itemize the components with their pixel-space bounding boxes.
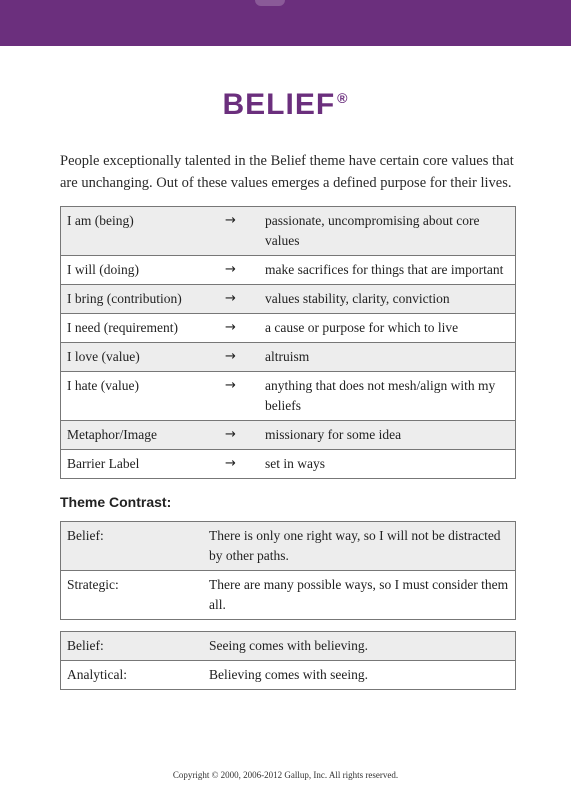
theme-contrast-heading: Theme Contrast: bbox=[60, 494, 172, 510]
table-row bbox=[61, 285, 516, 314]
row-value: set in ways bbox=[259, 450, 516, 479]
table-row bbox=[61, 522, 516, 571]
contrast-text: There is only one right way, so I will not be distracted by other paths. bbox=[203, 522, 516, 571]
contrast-text: Seeing comes with believing. bbox=[203, 632, 516, 661]
arrow-icon: → bbox=[219, 450, 259, 479]
contrast-text: Believing comes with seeing. bbox=[203, 661, 516, 690]
row-label: I am (being) bbox=[61, 207, 220, 256]
page-title bbox=[0, 88, 571, 122]
top-notch bbox=[255, 0, 285, 6]
intro-paragraph: People exceptionally talented in the Belief theme have certain core values that are unchanging. Out of these values emerges a defined purpose for their lives. bbox=[60, 153, 514, 191]
row-value: make sacrifices for things that are important bbox=[259, 256, 516, 285]
row-label: I need (requirement) bbox=[61, 314, 220, 343]
table-row bbox=[61, 343, 516, 372]
arrow-icon: → bbox=[219, 314, 259, 343]
arrow-icon: → bbox=[219, 421, 259, 450]
contrast-theme: Strategic: bbox=[61, 571, 204, 620]
row-value: values stability, clarity, conviction bbox=[259, 285, 516, 314]
row-label: I love (value) bbox=[61, 343, 220, 372]
table-row bbox=[61, 450, 516, 479]
row-value: a cause or purpose for which to live bbox=[259, 314, 516, 343]
row-label: Barrier Label bbox=[61, 450, 220, 479]
table-row bbox=[61, 421, 516, 450]
table-row bbox=[61, 632, 516, 661]
contrast-theme: Belief: bbox=[61, 632, 204, 661]
contrast-text: There are many possible ways, so I must consider them all. bbox=[203, 571, 516, 620]
row-value: missionary for some idea bbox=[259, 421, 516, 450]
theme-attributes-table bbox=[60, 206, 516, 479]
copyright-notice: Copyright © 2000, 2006-2012 Gallup, Inc. All rights reserved. bbox=[172, 770, 399, 780]
contrast-theme: Analytical: bbox=[61, 661, 204, 690]
row-label: I will (doing) bbox=[61, 256, 220, 285]
row-label: Metaphor/Image bbox=[61, 421, 220, 450]
table-row bbox=[61, 372, 516, 421]
registered-mark: ® bbox=[337, 90, 349, 106]
table-row bbox=[61, 256, 516, 285]
arrow-icon: → bbox=[219, 256, 259, 285]
row-value: passionate, uncompromising about core values bbox=[259, 207, 516, 256]
contrast-theme: Belief: bbox=[61, 522, 204, 571]
contrast-table-strategic bbox=[60, 521, 516, 620]
table-row bbox=[61, 661, 516, 690]
table-row bbox=[61, 571, 516, 620]
title-text: BELIEF bbox=[222, 88, 336, 121]
row-label: I hate (value) bbox=[61, 372, 220, 421]
table-row bbox=[61, 314, 516, 343]
arrow-icon: → bbox=[219, 285, 259, 314]
arrow-icon: → bbox=[219, 372, 259, 421]
arrow-icon: → bbox=[219, 343, 259, 372]
top-color-band bbox=[0, 0, 571, 46]
row-value: anything that does not mesh/align with my beliefs bbox=[259, 372, 516, 421]
row-label: I bring (contribution) bbox=[61, 285, 220, 314]
table-row bbox=[61, 207, 516, 256]
row-value: altruism bbox=[259, 343, 516, 372]
arrow-icon: → bbox=[219, 207, 259, 256]
contrast-table-analytical bbox=[60, 631, 516, 690]
